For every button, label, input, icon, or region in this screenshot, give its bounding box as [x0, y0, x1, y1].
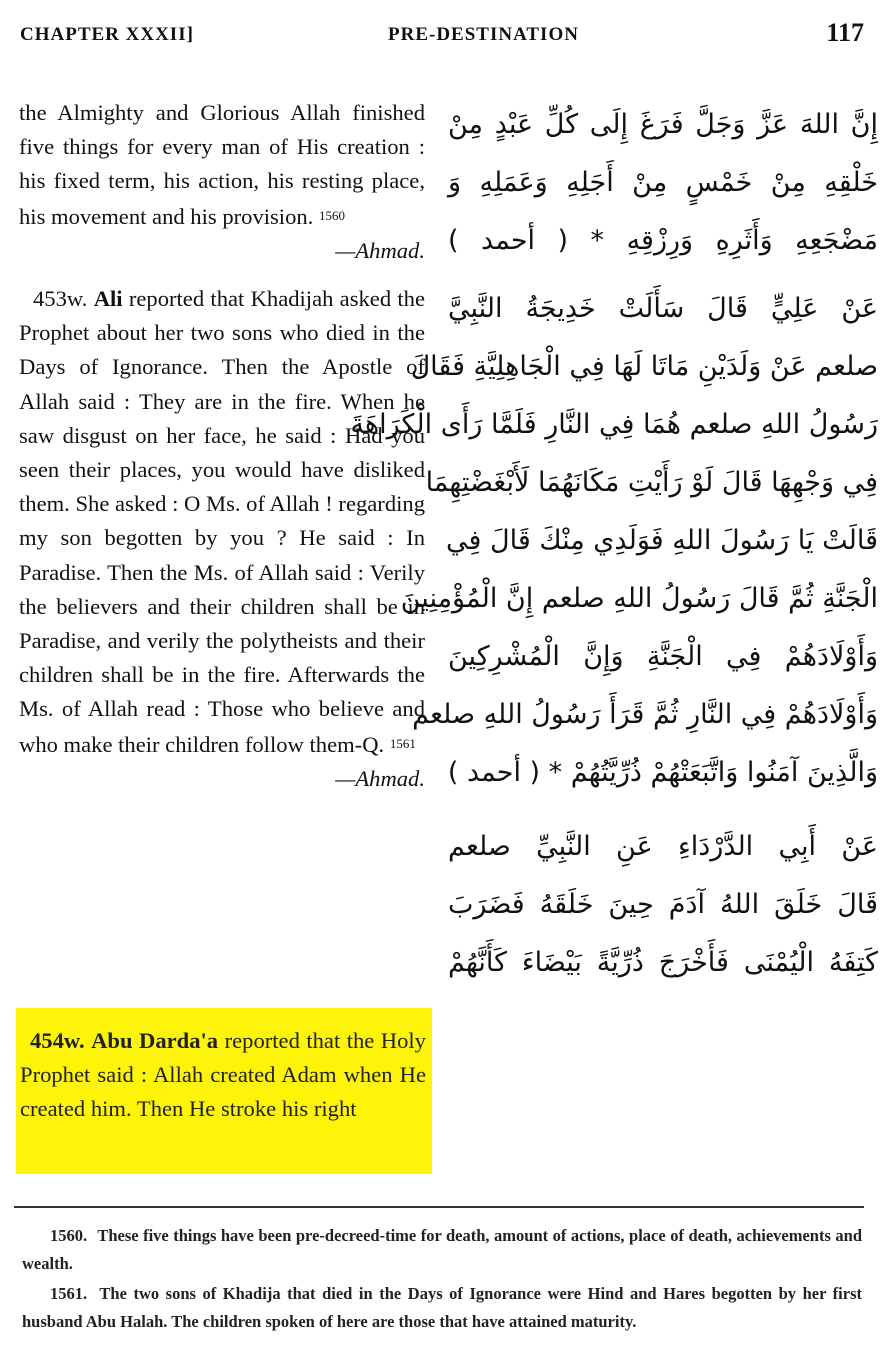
hadith-454-number: 454w. — [30, 1028, 85, 1053]
arabic-line: الْجَنَّةِ ثُمَّ قَالَ رَسُولُ اللهِ صلعم إِنَّ الْمُؤْمِنِينَ — [400, 583, 878, 614]
hadith-454-text: reported that the Holy Prophet said : Allah created Adam when He created him. Then He stroke his right — [20, 1028, 426, 1122]
highlighted-hadith-454 — [16, 1008, 432, 1174]
hadith-452-attribution: —Ahmad. — [335, 237, 425, 263]
arabic-line: صلعم عَنْ وَلَدَيْنِ مَاتَا لَهَا فِي الْجَاهِلِيَّةِ فَقَالَ — [410, 351, 878, 382]
footnote-1561 — [22, 1280, 862, 1336]
footnote-text: These five things have been pre-decreed-time for death, amount of actions, place of death, achievements and wealth. — [22, 1226, 863, 1273]
footnote-number: 1561. — [50, 1284, 88, 1303]
arabic-line: وَالَّذِينَ آمَنُوا وَاتَّبَعَتْهُمْ ذُرِّيَّتُهُمْ * ( أحمد ) — [447, 757, 878, 788]
arabic-line: كَتِفَهُ الْيُمْنَى فَأَخْرَجَ ذُرِّيَّةً بَيْضَاءَ كَأَنَّهُمْ — [448, 947, 878, 978]
hadith-453-text: reported that Khadijah asked the Prophet about her two sons who died in the Days of Ignorance. Then the Apostle of Allah said : They are in the fire. When he saw disgust on her face, he said : Had you seen their places, you would have disliked them. She asked : O Ms. of Allah ! regarding my son begotten by you ? He said : In Paradise. Then the Ms. of Allah said : Verily the believers and their children shall be in Paradise, and verily the polytheists and their children shall be in the fire. Afterwards the Ms. of Allah read : Those who believe and who make their children follow them-Q. — [19, 286, 426, 757]
footnote-divider — [14, 1206, 864, 1208]
arabic-line: فِي وَجْهِهَا قَالَ لَوْ رَأَيْتِ مَكَانَهُمَا لَأَبْغَضْتِهِمَا — [425, 467, 878, 498]
arabic-line: قَالَ خَلَقَ اللهُ آدَمَ حِينَ خَلَقَهُ فَضَرَبَ — [448, 889, 878, 920]
page-header — [20, 18, 870, 52]
arabic-line: عَنْ أَبِي الدَّرْدَاءِ عَنِ النَّبِيِّ صلعم — [448, 831, 878, 862]
arabic-line: إِنَّ اللهَ عَزَّ وَجَلَّ فَرَغَ إِلَى كُلِّ عَبْدٍ مِنْ — [448, 109, 878, 140]
footnote-1560 — [22, 1222, 862, 1278]
arabic-line: رَسُولُ اللهِ صلعم هُمَا فِي النَّارِ فَلَمَّا رَأَى الْكَرَاهَةَ — [350, 409, 878, 440]
arabic-line: وَأَوْلَادَهُمْ فِي النَّارِ ثُمَّ قَرَأَ رَسُولُ اللهِ صلعم — [412, 699, 878, 730]
hadith-453-narrator: Ali — [93, 286, 123, 312]
arabic-line: قَالَتْ يَا رَسُولَ اللهِ فَوَلَدِي مِنْكَ قَالَ فِي — [446, 525, 878, 556]
footnote-ref-1561: 1561 — [389, 735, 416, 751]
arabic-line: وَأَوْلَادَهُمْ فِي الْجَنَّةِ وَإِنَّ الْمُشْرِكِينَ — [448, 641, 878, 672]
footnote-number: 1560. — [50, 1226, 88, 1245]
hadith-454 — [20, 1024, 426, 1127]
footnote-text: The two sons of Khadija that died in the Days of Ignorance were Hind and Hares begotten by her first husband Abu Halah. The children spoken of here are those that have attained maturity. — [22, 1284, 863, 1331]
hadith-452-continuation — [19, 96, 425, 268]
running-title: PRE-DESTINATION — [388, 24, 579, 45]
hadith-453-attribution: —Ahmad. — [335, 765, 425, 791]
hadith-453 — [19, 282, 426, 791]
arabic-line: خَلْقِهِ مِنْ خَمْسٍ مِنْ أَجَلِهِ وَعَمَلِهِ وَ — [448, 167, 878, 198]
page-number: 117 — [826, 18, 864, 47]
arabic-line: مَضْجَعِهِ وَأَثَرِهِ وَرِزْقِهِ * ( أحمد ) — [448, 225, 878, 256]
footnotes — [22, 1222, 862, 1338]
footnote-ref-1560: 1560 — [318, 207, 345, 223]
arabic-line: عَنْ عَلِيٍّ قَالَ سَأَلَتْ خَدِيجَةُ النَّبِيَّ — [448, 293, 878, 324]
hadith-453-number: 453w. — [33, 286, 88, 312]
hadith-454-narrator: Abu Darda'a — [91, 1028, 219, 1053]
hadith-452-text: the Almighty and Glorious Allah finished five things for every man of His creation : his fixed term, his action, his resting place, his movement and his provision. — [19, 100, 425, 229]
chapter-heading: CHAPTER XXXII] — [20, 24, 194, 45]
